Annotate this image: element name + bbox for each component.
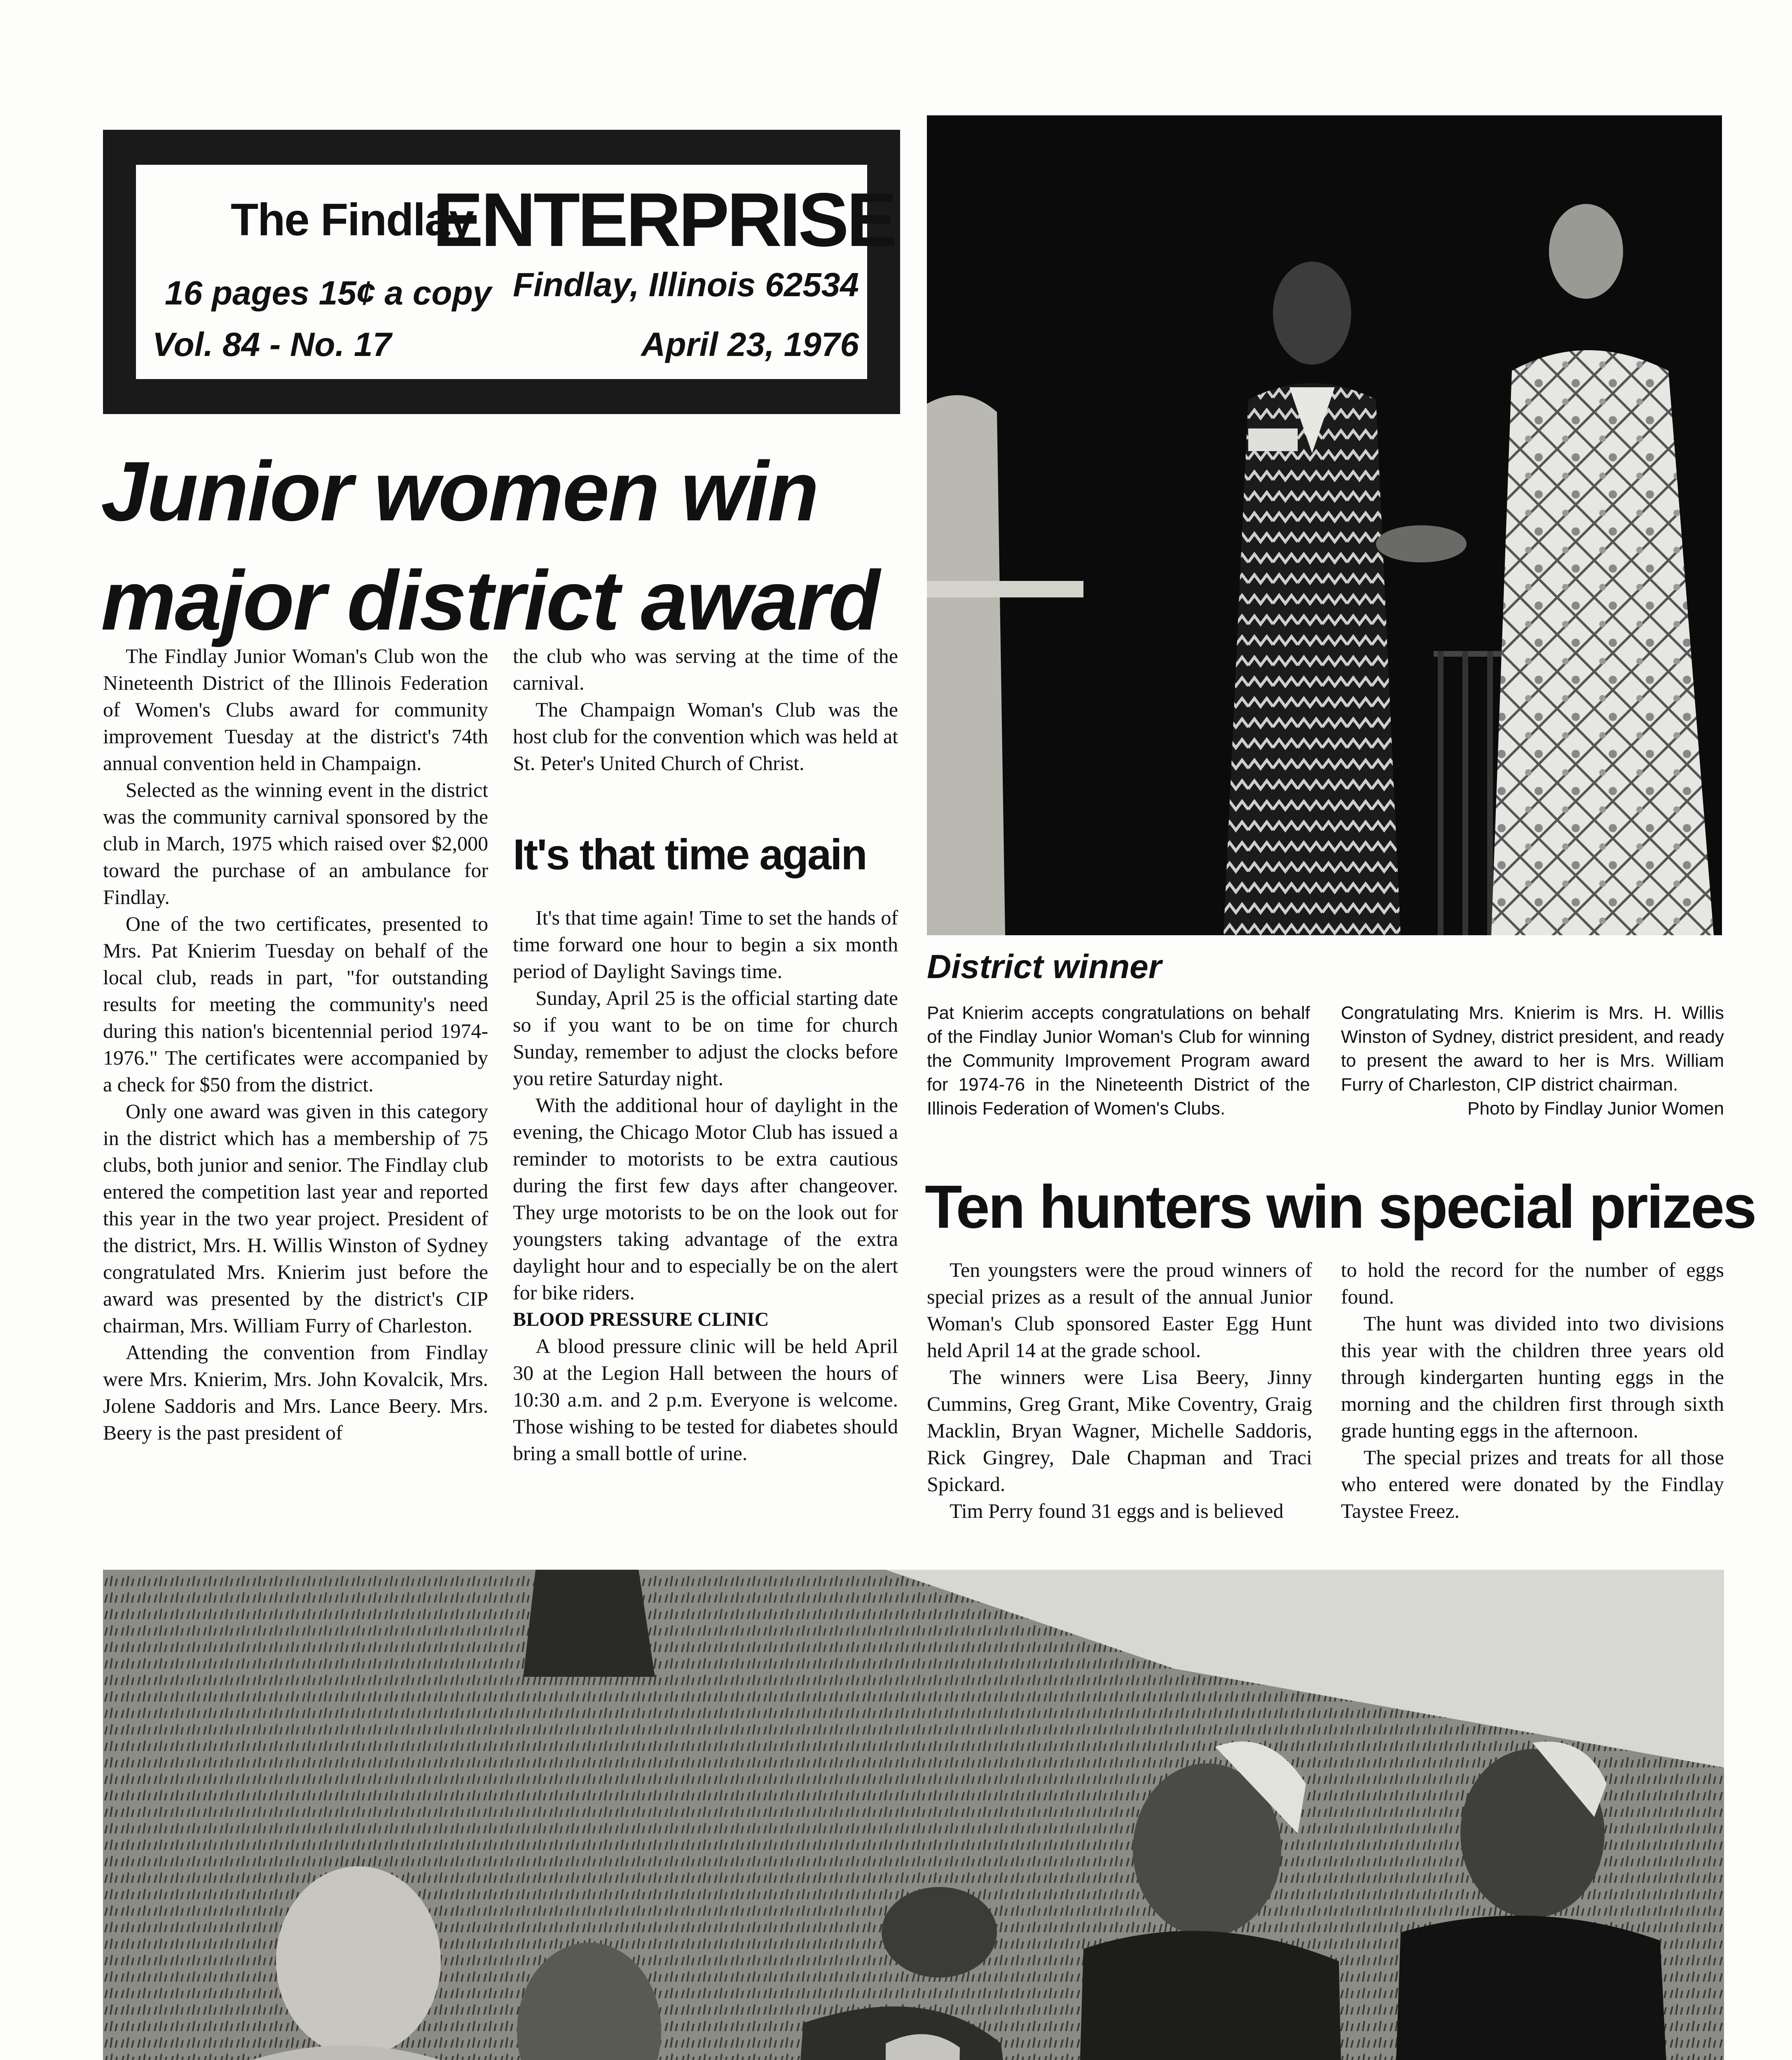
masthead-pages-price: 16 pages 15¢ a copy bbox=[165, 274, 492, 312]
district-photo-credit: Photo by Findlay Junior Women bbox=[1467, 1098, 1724, 1119]
district-caption-text: Pat Knierim accepts congratulations on behalf of the Findlay Junior Woman's Club for winning the Community Improvement Program award for 1974-76 in the Nineteenth District of the Illinois Federation of Women's Clubs. bbox=[927, 1003, 1310, 1119]
masthead-volume: Vol. 84 - No. 17 bbox=[152, 326, 392, 363]
masthead-the: The Findlay bbox=[231, 194, 474, 245]
main-story-column-1 bbox=[103, 643, 488, 1446]
hunters-paragraph: Tim Perry found 31 eggs and is believed bbox=[950, 1499, 1284, 1522]
time-story bbox=[513, 904, 898, 1467]
district-caption-column-2 bbox=[1341, 1001, 1724, 1121]
hunters-paragraph: The special prizes and treats for all those who entered were donated by the Findlay Taystee Freez. bbox=[1341, 1446, 1724, 1522]
main-headline: Junior women win major district award bbox=[101, 444, 879, 648]
district-caption-title: District winner bbox=[927, 948, 1162, 986]
hunters-story-column-2 bbox=[1341, 1257, 1724, 1524]
main-paragraph: The Champaign Woman's Club was the host club for the convention which was held at St. Peter's United Church of Christ. bbox=[513, 698, 898, 775]
main-paragraph: Attending the convention from Findlay were Mrs. Knierim, Mrs. John Kovalcik, Mrs. Jolene Saddoris and Mrs. Lance Beery. Mrs. Beery is the past president of bbox=[103, 1341, 488, 1444]
winners-photo bbox=[103, 1570, 1724, 2060]
hunters-paragraph: to hold the record for the number of eggs found. bbox=[1341, 1258, 1724, 1308]
masthead-name: ENTERPRISE bbox=[433, 178, 895, 262]
district-caption-text: Congratulating Mrs. Knierim is Mrs. H. Willis Winston of Sydney, district president, and ready to present the award to her is Mrs. William Furry of Charleston, CIP district chairman. bbox=[1341, 1003, 1724, 1095]
hunters-paragraph: Ten youngsters were the proud winners of special prizes as a result of the annual Junior Woman's Club sponsored Easter Egg Hunt held April 14 at the grade school. bbox=[927, 1258, 1312, 1362]
masthead-date: April 23, 1976 bbox=[641, 326, 859, 363]
hunters-story-column-1 bbox=[927, 1257, 1312, 1524]
clinic-paragraph: A blood pressure clinic will be held April 30 at the Legion Hall between the hours of 10:30 a.m. and 2 p.m. Everyone is welcome. Those wishing to be tested for diabetes should bring a small bottle of urine. bbox=[513, 1334, 898, 1465]
hunters-paragraph: The hunt was divided into two divisions this year with the children three years old through kindergarten hunting eggs in the morning and the children first through sixth grade hunting eggs in the afternoon. bbox=[1341, 1312, 1724, 1442]
hunters-paragraph: The winners were Lisa Beery, Jinny Cummins, Greg Grant, Mike Coventry, Graig Macklin, Bryan Wagner, Michelle Saddoris, Rick Gingrey, Dale Chapman and Traci Spickard. bbox=[927, 1365, 1312, 1496]
time-paragraph: With the additional hour of daylight in the evening, the Chicago Motor Club has issued a reminder to motorists to be extra cautious during the first few days after changeover. They urge motorists to be on the look out for youngsters taking advantage of the extra daylight hour and to especially be on the alert for bike riders. bbox=[513, 1093, 898, 1304]
winners-photo-illustration bbox=[103, 1570, 1724, 2060]
clinic-subhead: BLOOD PRESSURE CLINIC bbox=[513, 1309, 769, 1330]
main-paragraph: Only one award was given in this category in the district which has a membership of 75 clubs, both junior and senior. The Findlay club entered the competition last year and reported this year in the two year project. President of the district, Mrs. H. Willis Winston of Sydney congratulated Mrs. Knierim just before the award was presented by the district's CIP chairman, Mrs. William Furry of Charleston. bbox=[103, 1100, 488, 1337]
masthead bbox=[103, 130, 900, 414]
district-winner-photo bbox=[927, 115, 1722, 935]
time-paragraph: Sunday, April 25 is the official starting date so if you want to be on time for church Sunday, remember to adjust the clocks before you retire Saturday night. bbox=[513, 986, 898, 1090]
district-caption-column-1 bbox=[927, 1001, 1310, 1121]
main-paragraph: Selected as the winning event in the district was the community carnival sponsored by the club in March, 1975 which raised over $2,000 toward the purchase of an ambulance for Findlay. bbox=[103, 778, 488, 908]
time-headline: It's that time again bbox=[513, 831, 866, 879]
main-paragraph: the club who was serving at the time of the carnival. bbox=[513, 644, 898, 694]
hunters-headline: Ten hunters win special prizes bbox=[925, 1173, 1755, 1241]
time-paragraph: It's that time again! Time to set the hands of time forward one hour to begin a six month period of Daylight Savings time. bbox=[513, 906, 898, 983]
main-story-column-2 bbox=[513, 643, 898, 777]
masthead-nameplate bbox=[136, 165, 895, 379]
district-winner-photo-illustration bbox=[927, 115, 1722, 935]
main-paragraph: The Findlay Junior Woman's Club won the Nineteenth District of the Illinois Federation of Women's Clubs award for community improvement Tuesday at the district's 74th annual convention held in Champaign. bbox=[103, 644, 488, 775]
masthead-location: Findlay, Illinois 62534 bbox=[512, 266, 859, 304]
main-paragraph: One of the two certificates, presented to Mrs. Pat Knierim Tuesday on behalf of the local club, reads in part, "for outstanding results for meeting the community's need during this nation's bicentennial period 1974-1976." The certificates were accompanied by a check for $50 from the district. bbox=[103, 912, 488, 1096]
